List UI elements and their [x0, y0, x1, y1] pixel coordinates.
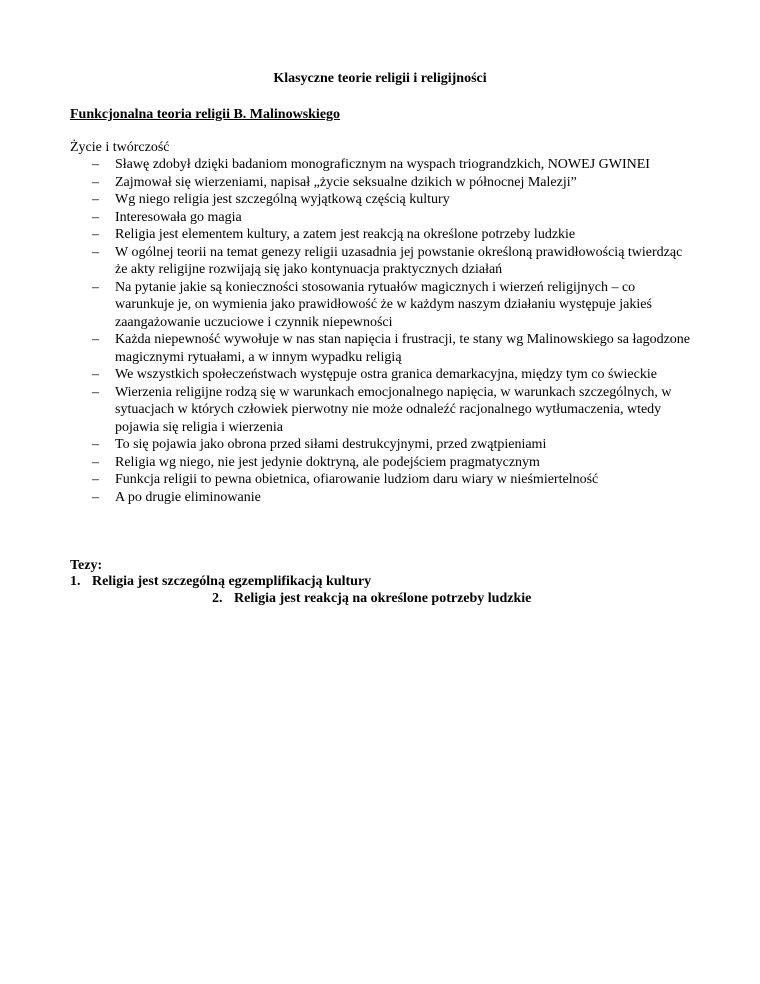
dash-bullet: –: [92, 437, 99, 452]
thesis-text: Religia jest reakcją na określone potrzeby ludzkie: [234, 591, 532, 606]
list-item: [70, 471, 695, 489]
section-title: Funkcjonalna teoria religii B. Malinowskiego: [70, 107, 341, 122]
dash-bullet: –: [92, 489, 99, 505]
list-item-text: To się pojawia jako obrona przed siłami destrukcyjnymi, przed zwątpieniami: [115, 437, 547, 452]
dash-bullet: –: [92, 472, 99, 487]
thesis-item: [70, 573, 371, 590]
dash-bullet: –: [92, 157, 99, 172]
list-item-text: W ogólnej teorii na temat genezy religii uzasadnia jej powstanie określoną prawidłowością twierdząc że akty religijne rozwijają się jako kontynuacja praktycznych działań: [115, 244, 683, 277]
list-item-text: Funkcja religii to pewna obietnica, ofiarowanie ludziom daru wiary w nieśmiertelność: [115, 472, 599, 487]
document-title: Klasyczne teorie religii i religijności: [273, 71, 487, 86]
list-item: [70, 436, 695, 454]
list-item: [70, 191, 695, 209]
thesis-item: [212, 590, 531, 607]
list-item: [70, 331, 695, 366]
dash-bullet: –: [92, 279, 99, 295]
list-item-text: We wszystkich społeczeństwach występuje ostra granica demarkacyjna, między tym co świeckie: [115, 367, 657, 382]
list-item-text: A po drugie eliminowanie: [115, 489, 261, 505]
list-item-text: Wg niego religia jest szczególną wyjątkową częścią kultury: [115, 192, 450, 207]
list-item: [70, 366, 695, 384]
list-item-text: Wierzenia religijne rodzą się w warunkach emocjonalnego napięcia, w warunkach szczególnych, w sytuacjach w których człowiek pierwotny nie może odnaleźć racjonalnego wytłumaczenia, wtedy pojawia się religia i wierzenia: [115, 384, 672, 435]
dash-bullet: –: [92, 209, 99, 225]
dash-bullet: –: [92, 384, 99, 400]
list-item: [70, 454, 695, 472]
list-item-text: Na pytanie jakie są konieczności stosowania rytuałów magicznych i wierzeń religijnych – co warunkuje je, on wymienia jako prawidłowość że w każdym naszym działaniu występuje jakieś zaangażowanie uczuciowe i czynnik niepewności: [115, 279, 652, 330]
bullet-list: [70, 156, 695, 506]
list-item: [70, 209, 695, 227]
list-item-text: Każda niepewność wywołuje w nas stan napięcia i frustracji, te stany wg Malinowskiego sa łagodzone magicznymi rytuałami, a w innym wypadku religią: [115, 332, 690, 365]
dash-bullet: –: [92, 192, 99, 207]
list-item: [70, 489, 695, 507]
list-item: [70, 244, 695, 279]
subheading: Życie i twórczość: [70, 140, 170, 155]
list-item: [70, 384, 695, 437]
thesis-number: 1.: [70, 574, 81, 589]
list-item-text: Religia wg niego, nie jest jedynie doktryną, ale podejściem pragmatycznym: [115, 454, 540, 470]
list-item: [70, 279, 695, 332]
theses-label: Tezy:: [70, 558, 103, 573]
dash-bullet: –: [92, 332, 99, 347]
list-item: [70, 226, 695, 244]
dash-bullet: –: [92, 174, 99, 190]
list-item: [70, 156, 695, 174]
thesis-text: Religia jest szczególną egzemplifikacją kultury: [92, 574, 372, 589]
dash-bullet: –: [92, 454, 99, 470]
list-item-text: Religia jest elementem kultury, a zatem jest reakcją na określone potrzeby ludzkie: [115, 227, 576, 242]
dash-bullet: –: [92, 367, 99, 382]
dash-bullet: –: [92, 227, 99, 242]
list-item-text: Sławę zdobył dzięki badaniom monograficznym na wyspach triograndzkich, NOWEJ GWINEI: [115, 157, 650, 172]
list-item-text: Zajmował się wierzeniami, napisał „życie seksualne dzikich w północnej Malezji”: [115, 174, 577, 190]
list-item-text: Interesowała go magia: [115, 209, 242, 225]
list-item: [70, 174, 695, 192]
thesis-number: 2.: [212, 591, 223, 606]
dash-bullet: –: [92, 244, 99, 260]
